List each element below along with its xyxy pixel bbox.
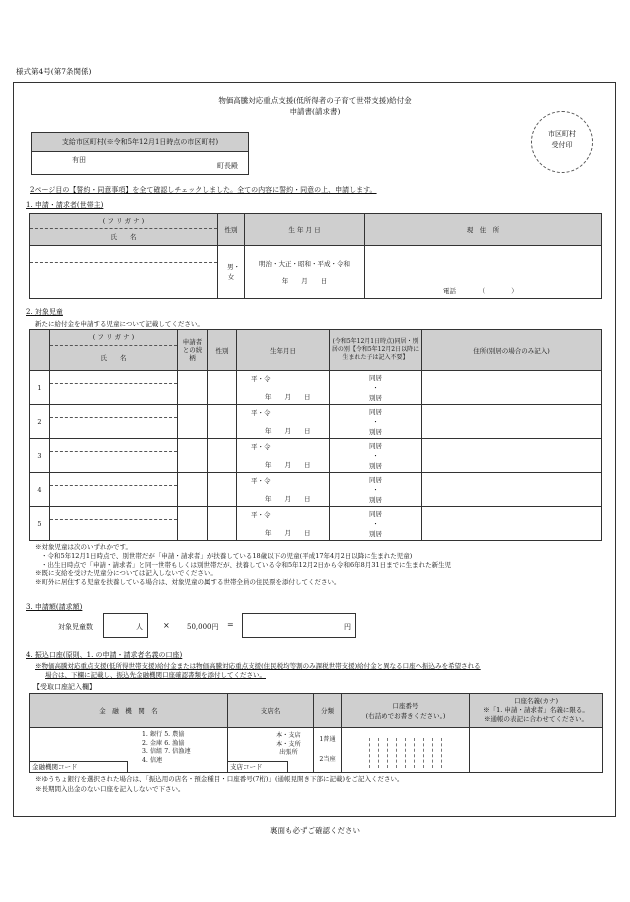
- child-count-unit: 人: [136, 623, 143, 631]
- child-era: 平・令: [251, 409, 271, 417]
- digit-cell[interactable]: [423, 738, 432, 768]
- bank-type: 4. 信連: [142, 756, 163, 764]
- child-cohab-together: 同居: [369, 373, 382, 382]
- child-name-field[interactable]: [50, 520, 177, 540]
- child-cohab-dot: ・: [372, 451, 379, 460]
- stamp-line2: 受付印: [551, 141, 573, 149]
- child-cohab-field[interactable]: [330, 507, 422, 541]
- equals-sign: =: [227, 620, 234, 629]
- account-number-label: 口座番号: [392, 701, 419, 710]
- section2-notes: [35, 543, 451, 587]
- applicant-address-field[interactable]: [365, 246, 602, 299]
- child-address-field[interactable]: [422, 371, 602, 405]
- child-dob-field[interactable]: [237, 507, 330, 541]
- child-cohab-field[interactable]: [330, 439, 422, 473]
- child-dob-field[interactable]: [237, 439, 330, 473]
- child-cohab-separate: 別居: [369, 495, 382, 504]
- account-type-label: 分類: [314, 694, 342, 728]
- s4-note: ※ゆうちょ銀行を選択された場合は、「振込用の店名・預金種目・口座番号(7桁)」(通帳見開き下部に記載)をご記入ください。: [35, 775, 404, 783]
- gender-options: 男・女: [227, 263, 240, 281]
- digit-cell[interactable]: [414, 738, 423, 768]
- child-era: 平・令: [251, 477, 271, 485]
- form-id: 様式第4号(第7条関係): [16, 67, 92, 76]
- child-furigana-field[interactable]: [50, 473, 177, 486]
- child-relation-field[interactable]: [178, 405, 208, 439]
- child-ymd: 年 月 日: [265, 393, 311, 401]
- branch-type: 出張所: [279, 749, 298, 756]
- digit-cell[interactable]: [387, 738, 396, 768]
- section4-warning-2: 場合は、下欄に記載し、振込先金融機関口座確認書類を添付してください。: [45, 671, 266, 679]
- child-furigana-field[interactable]: [50, 507, 177, 520]
- section1-title: 1. 申請・請求者(世帯主): [26, 201, 104, 209]
- applicant-dob-label: 生 年 月 日: [245, 214, 365, 246]
- s2-note: ※既に支給を受けた児童分については記入しないでください。: [35, 569, 217, 578]
- bank-types: [142, 731, 191, 765]
- digit-cell[interactable]: [378, 738, 387, 768]
- child-cohab-together: 同居: [369, 475, 382, 484]
- applicant-eras: 明治・大正・昭和・平成・令和: [259, 260, 350, 268]
- child-relation-field[interactable]: [178, 439, 208, 473]
- account-holder-note-1: ※「1. 申請・請求者」名義に限る。: [483, 706, 589, 714]
- digit-cell[interactable]: [396, 738, 405, 768]
- confirm-note: 2ページ目の【誓約・同意事項】を全て確認しチェックしました。全ての内容に誓約・同意の上、申請します。: [30, 186, 377, 194]
- child-relation-field[interactable]: [178, 507, 208, 541]
- section3-title: 3. 申請額(請求額): [26, 603, 83, 611]
- children-cohab-label: (令和5年12月1日時点)同居・別居の別【令和5年12月2日以降に生まれた子は記入不要】: [330, 330, 422, 371]
- child-cohab-together: 同居: [369, 509, 382, 518]
- account-holder-note-2: ※通帳の表記に合わせてください。: [484, 715, 588, 723]
- child-dob-field[interactable]: [237, 473, 330, 507]
- s2-note: ※町外に居住する児童を扶養している場合は、対象児童の属する世帯全員の住民票を添付してください。: [35, 578, 341, 587]
- s2-note: ※対象児童は次のいずれかです。: [35, 543, 132, 551]
- section4-notes: [35, 774, 404, 794]
- branch-type: 本・支店: [276, 732, 301, 739]
- total-amount-unit: 円: [344, 623, 351, 631]
- applicant-dob-field[interactable]: [245, 246, 365, 299]
- child-row: [30, 371, 602, 405]
- title-line2: 申請書(請求書): [289, 107, 341, 116]
- child-cohab-field[interactable]: [330, 371, 422, 405]
- branch-type: 本・支所: [276, 740, 301, 748]
- child-row: [30, 405, 602, 439]
- child-row: [30, 473, 602, 507]
- section4-title: 4. 振込口座(原則、1. の申請・請求者名義の口座): [26, 651, 183, 659]
- children-gender-label: 性別: [208, 330, 237, 371]
- digit-cell[interactable]: [405, 738, 414, 768]
- child-row-number: 2: [30, 405, 50, 439]
- applicant-name-field[interactable]: [30, 263, 217, 297]
- children-table: [29, 329, 602, 541]
- applicant-name-label: 氏 名: [110, 233, 137, 241]
- child-era: 平・令: [251, 511, 271, 519]
- child-cohab-dot: ・: [372, 383, 379, 392]
- child-name-field[interactable]: [50, 486, 177, 506]
- children-relation-label: 申請者との続柄: [182, 338, 203, 362]
- child-furigana-field[interactable]: [50, 405, 177, 418]
- children-furigana-label: ( フ リ ガ ナ ): [50, 330, 177, 346]
- title-line1: 物価高騰対応重点支援(低所得者の子育て世帯支援)給付金: [218, 96, 412, 105]
- stamp-line1: 市区町村: [548, 130, 576, 138]
- bank-code-field[interactable]: [30, 761, 128, 772]
- child-relation-field[interactable]: [178, 473, 208, 507]
- applicant-table: [29, 213, 602, 299]
- child-gender-field[interactable]: [208, 439, 237, 473]
- child-cohab-separate: 別居: [369, 427, 382, 436]
- applicant-gender-label: 性別: [218, 214, 245, 246]
- child-name-field[interactable]: [50, 418, 177, 438]
- municipality-suffix: 町長殿: [217, 162, 238, 170]
- total-amount-field[interactable]: [242, 613, 356, 638]
- child-name-field[interactable]: [50, 452, 177, 472]
- branch-code-field[interactable]: [228, 761, 288, 772]
- account-holder-label: 口座名義(カナ): [513, 697, 559, 705]
- children-name-label: 氏 名: [100, 354, 127, 362]
- bank-type: 2. 金庫 6. 漁協: [142, 739, 185, 747]
- footer-note: 裏面も必ずご確認ください: [270, 826, 360, 835]
- child-gender-field[interactable]: [208, 507, 237, 541]
- child-dob-field[interactable]: [237, 371, 330, 405]
- child-cohab-separate: 別居: [369, 393, 382, 402]
- s2-note: ・出生日時点で「申請・請求者」と同一世帯もしくは別世帯だが、扶養している令和5年12月2日から令和6年8月31日までに生まれた新生児: [41, 560, 452, 569]
- s4-note: ※長期間入出金のない口座を記入しないで下さい。: [35, 785, 185, 793]
- branch-types: [276, 732, 301, 758]
- applicant-address-label: 現 住 所: [365, 214, 602, 246]
- child-address-field[interactable]: [422, 405, 602, 439]
- account-holder-field[interactable]: [470, 728, 603, 773]
- applicant-ymd: 年 月 日: [281, 277, 328, 285]
- applicant-phone: 電話 （ ）: [443, 287, 518, 295]
- applicant-gender-field[interactable]: [218, 246, 245, 299]
- account-number-sub: (右詰めでお書きください。): [365, 711, 446, 720]
- child-name-field[interactable]: [50, 384, 177, 404]
- times-sign: ×: [163, 621, 170, 630]
- bank-code-label: 金融機関コード: [32, 763, 78, 771]
- child-cohab-together: 同居: [369, 441, 382, 450]
- applicant-furigana-field[interactable]: [30, 246, 217, 263]
- child-furigana-field[interactable]: [50, 439, 177, 452]
- s2-note: ・令和5年12月1日時点で、別世帯だが「申請・請求者」が扶養している18歳以下の児童(平成17年4月2日以降に生まれた児童): [41, 551, 413, 560]
- unit-amount: 50,000円: [187, 623, 219, 631]
- digit-cell[interactable]: [369, 738, 378, 768]
- bank-name-field[interactable]: [30, 728, 228, 773]
- form-title: [150, 95, 480, 117]
- child-cohab-field[interactable]: [330, 473, 422, 507]
- child-era: 平・令: [251, 443, 271, 451]
- child-row-number: 4: [30, 473, 50, 507]
- account-number-cells: [342, 732, 469, 768]
- account-type-option: 1普通: [319, 736, 336, 743]
- child-dob-field[interactable]: [237, 405, 330, 439]
- child-cohab-dot: ・: [372, 485, 379, 494]
- bank-name-label: 金 融 機 関 名: [30, 694, 228, 728]
- child-cohab-separate: 別居: [369, 461, 382, 470]
- account-type-field[interactable]: [314, 728, 342, 773]
- child-ymd: 年 月 日: [265, 461, 311, 469]
- child-ymd: 年 月 日: [265, 529, 311, 537]
- child-cohab-field[interactable]: [330, 405, 422, 439]
- applicant-furigana-label: ( フ リ ガ ナ ): [30, 214, 217, 229]
- bank-table: [29, 693, 603, 773]
- child-ymd: 年 月 日: [265, 427, 311, 435]
- child-row: [30, 439, 602, 473]
- child-era: 平・令: [251, 375, 271, 383]
- child-furigana-field[interactable]: [50, 371, 177, 384]
- children-address-label: 住所(別居の場合のみ記入): [422, 330, 602, 371]
- municipality-box: [31, 132, 249, 175]
- children-no-header: [30, 330, 50, 371]
- child-row-number: 5: [30, 507, 50, 541]
- section2-title: 2. 対象児童: [26, 308, 63, 316]
- reception-stamp: [531, 111, 593, 173]
- children-rows: [30, 371, 602, 541]
- child-count-field[interactable]: [103, 613, 148, 638]
- child-row-number: 1: [30, 371, 50, 405]
- branch-name-field[interactable]: [228, 728, 314, 773]
- section4-warning-1: ※物価高騰対応重点支援(低所得世帯支援)給付金または物価高騰対応重点支援(住民税均等割のみ課税世帯支援)給付金と異なる口座へ振込みを希望される: [35, 662, 481, 670]
- child-gender-field[interactable]: [208, 473, 237, 507]
- child-count-label: 対象児童数: [58, 623, 93, 631]
- child-gender-field[interactable]: [208, 371, 237, 405]
- bank-type: 3. 信組 7. 信漁連: [142, 748, 191, 755]
- children-dob-label: 生年月日: [237, 330, 330, 371]
- child-cohab-dot: ・: [372, 519, 379, 528]
- child-address-field[interactable]: [422, 439, 602, 473]
- child-cohab-dot: ・: [372, 417, 379, 426]
- child-address-field[interactable]: [422, 473, 602, 507]
- child-row: [30, 507, 602, 541]
- child-cohab-together: 同居: [369, 407, 382, 416]
- child-row-number: 3: [30, 439, 50, 473]
- municipality-header: 支給市区町村(※令和5年12月1日時点の市区町村): [32, 133, 249, 152]
- child-relation-field[interactable]: [178, 371, 208, 405]
- child-address-field[interactable]: [422, 507, 602, 541]
- branch-name-label: 支店名: [228, 694, 314, 728]
- municipality-name[interactable]: 有田: [72, 156, 86, 164]
- branch-code-label: 支店コード: [230, 763, 263, 771]
- bank-type: 1. 銀行 5. 農協: [142, 731, 185, 738]
- digit-cell[interactable]: [432, 738, 442, 768]
- account-type-option: 2当座: [319, 756, 336, 763]
- account-box-label: 【受取口座記入欄】: [33, 683, 96, 691]
- child-ymd: 年 月 日: [265, 495, 311, 503]
- account-number-field[interactable]: [342, 728, 470, 773]
- child-cohab-separate: 別居: [369, 529, 382, 538]
- child-gender-field[interactable]: [208, 405, 237, 439]
- section2-intro: 新たに給付金を申請する児童について記載してください。: [35, 320, 204, 328]
